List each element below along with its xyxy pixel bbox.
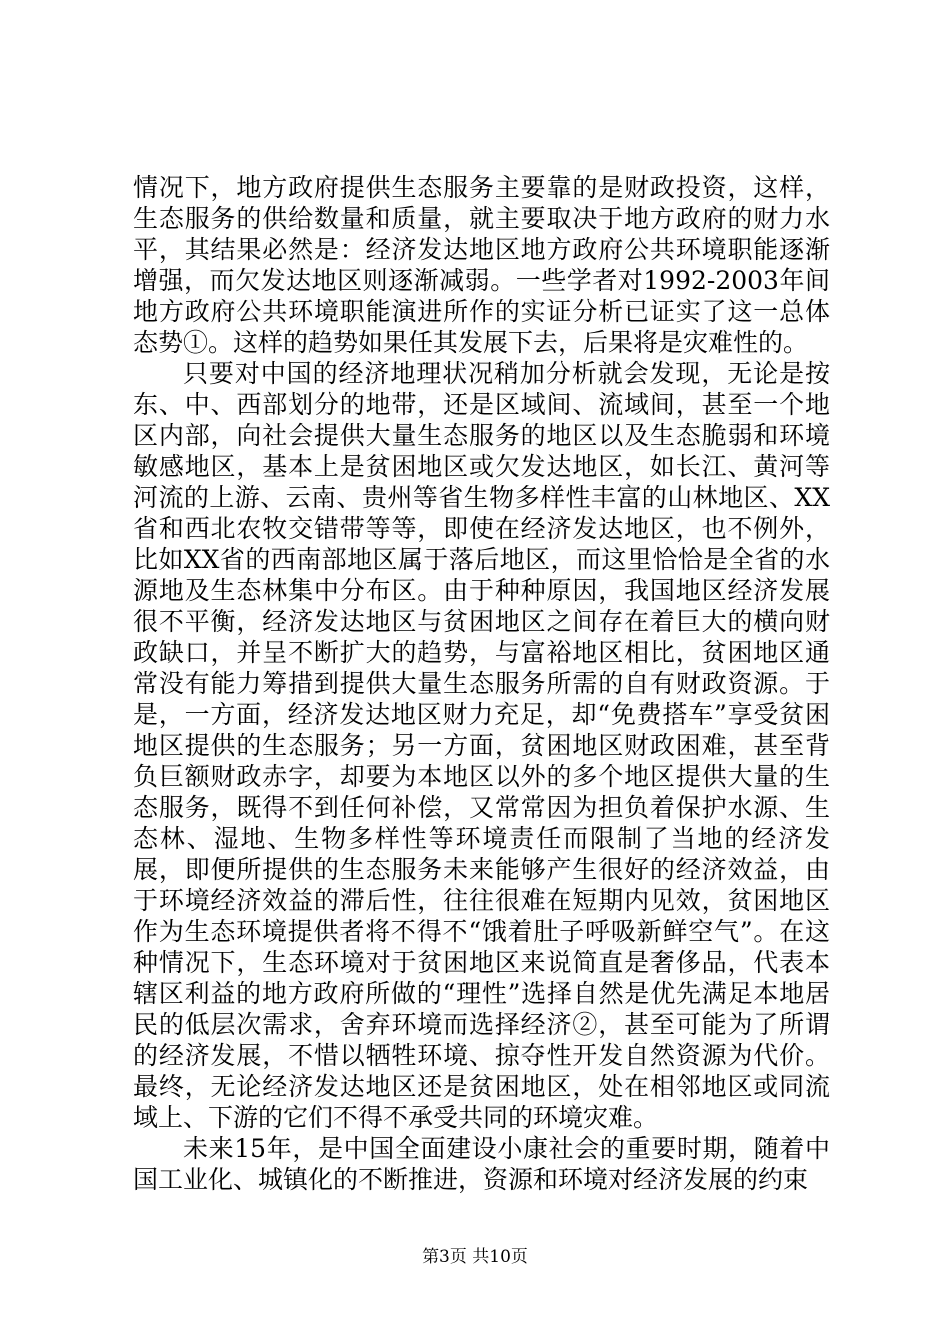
paragraph-1: 情况下，地方政府提供生态服务主要靠的是财政投资，这样，生态服务的供给数量和质量，就主要取决于地方政府的财力水平，其结果必然是：经济发达地区地方政府公共环境职能逐渐增强，而欠发达地区则逐渐减弱。一些学者对1992-2003年间地方政府公共环境职能演进所作的实证分析已证实了这一总体态势①。这样的趋势如果任其发展下去，后果将是灾难性的。 [133, 173, 830, 357]
body-text [133, 172, 830, 1195]
page-footer: 第3页 共10页 [422, 1247, 528, 1267]
paragraph-3: 未来15年，是中国全面建设小康社会的重要时期，随着中国工业化、城镇化的不断推进，资源和环境对经济发展的约束 [133, 1134, 830, 1194]
paragraph-2: 只要对中国的经济地理状况稍加分析就会发现，无论是按东、中、西部划分的地带，还是区域间、流域间，甚至一个地区内部，向社会提供大量生态服务的地区以及生态脆弱和环境敏感地区，基本上是贫困地区或欠发达地区，如长江、黄河等河流的上游、云南、贵州等省生物多样性丰富的山林地区、XX省和西北农牧交错带等等，即使在经济发达地区，也不例外，比如XX省的西南部地区属于落后地区，而这里恰恰是全省的水源地及生态林集中分布区。由于种种原因，我国地区经济发展很不平衡，经济发达地区与贫困地区之间存在着巨大的横向财政缺口，并呈不断扩大的趋势，与富裕地区相比，贫困地区通常没有能力筹措到提供大量生态服务所需的自有财政资源。于是，一方面，经济发达地区财力充足，却“免费搭车”享受贫困地区提供的生态服务；另一方面，贫困地区财政困难，甚至背负巨额财政赤字，却要为本地区以外的多个地区提供大量的生态服务，既得不到任何补偿，又常常因为担负着保护水源、生态林、湿地、生物多样性等环境责任而限制了当地的经济发展，即便所提供的生态服务未来能够产生很好的经济效益，由于环境经济效益的滞后性，往往很难在短期内见效，贫困地区作为生态环境提供者将不得不“饿着肚子呼吸新鲜空气”。在这种情况下，生态环境对于贫困地区来说简直是奢侈品，代表本辖区利益的地方政府所做的“理性”选择自然是优先满足本地居民的低层次需求，舍弃环境而选择经济②，甚至可能为了所谓的经济发展，不惜以牺牲环境、掠夺性开发自然资源为代价。最终，无论经济发达地区还是贫困地区，处在相邻地区或同流域上、下游的它们不得不承受共同的环境灾难。 [133, 359, 830, 1132]
